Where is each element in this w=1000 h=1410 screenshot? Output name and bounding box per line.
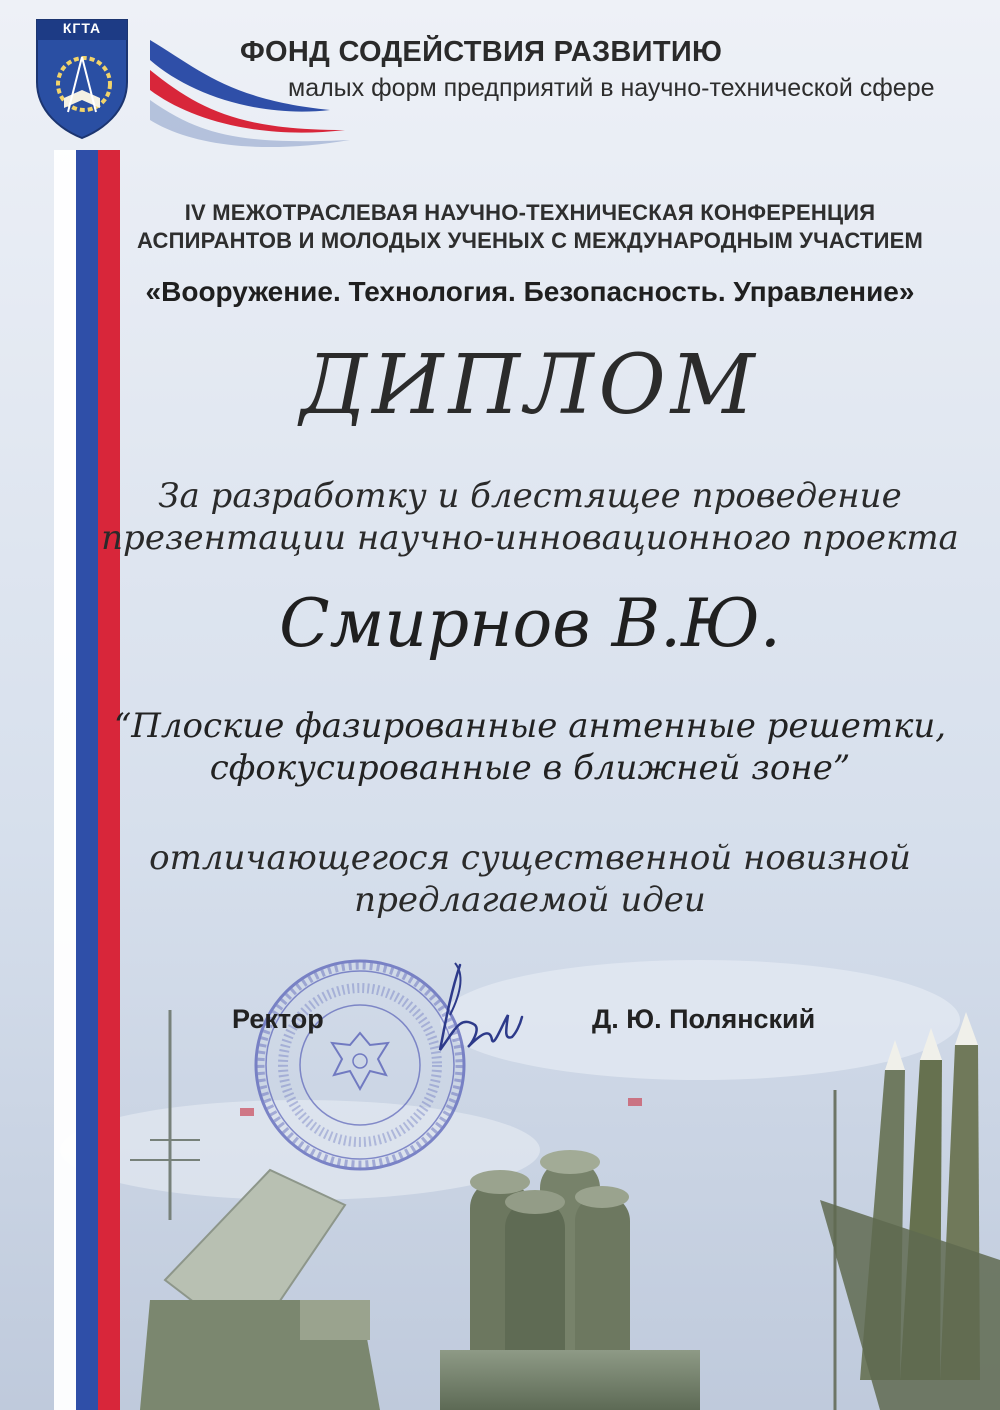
novelty-line-1: отличающегося существенной новизной (149, 838, 911, 878)
signer-name: Д. Ю. Полянский (592, 1004, 816, 1034)
handwritten-signature (420, 955, 530, 1065)
project-title-line-1: “Плоские фазированные антенные решетки, (113, 706, 947, 746)
project-title-line-2: сфокусированные в ближней зоне” (209, 748, 851, 788)
conference-line-1: IV МЕЖОТРАСЛЕВАЯ НАУЧНО-ТЕХНИЧЕСКАЯ КОНФЕРЕНЦИЯ (184, 200, 876, 225)
diploma-title: ДИПЛОМ (300, 338, 760, 433)
conference-theme: «Вооружение. Технология. Безопасность. Управление» (145, 276, 915, 307)
logo-abbreviation: КГТА (62, 20, 102, 36)
recipient-name: Смирнов В.Ю. (279, 585, 781, 662)
novelty-line-2: предлагаемой идеи (354, 880, 706, 920)
award-line-2: презентации научно-инновационного проекта (101, 518, 959, 558)
signer-role: Ректор (232, 1004, 324, 1034)
fund-subtitle: малых форм предприятий в научно-технической сфере (288, 74, 935, 102)
conference-line-2: АСПИРАНТОВ И МОЛОДЫХ УЧЕНЫХ С МЕЖДУНАРОДНЫМ УЧАСТИЕМ (137, 228, 923, 253)
fund-name: ФОНД СОДЕЙСТВИЯ РАЗВИТИЮ (240, 36, 723, 68)
award-line-1: За разработку и блестящее проведение (158, 476, 902, 516)
